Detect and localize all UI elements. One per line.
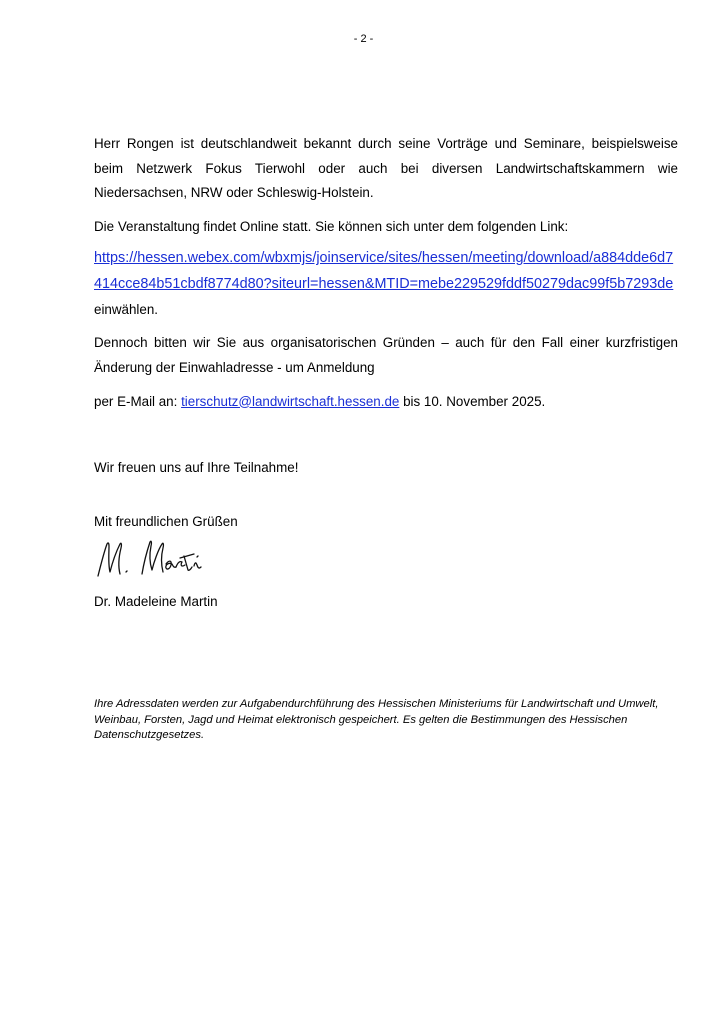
looking-forward-text: Wir freuen uns auf Ihre Teilnahme!: [94, 460, 299, 476]
email-suffix: bis 10. November 2025.: [399, 393, 546, 409]
webex-link[interactable]: https://hessen.webex.com/wbxmjs/joinservice/sites/hessen/meeting/download/a884dde6d7414cce84b51cbdf8774d80?siteurl=hessen&MTID=mebe229529fddf50279dac99f5b7293de: [94, 250, 674, 293]
link-paragraph: [94, 245, 678, 323]
page-number: - 2 -: [353, 33, 374, 45]
email-paragraph: [94, 390, 678, 415]
closing-text: Mit freundlichen Grüßen: [94, 513, 238, 529]
registration-paragraph: Dennoch bitten wir Sie aus organisatorischen Gründen – auch für den Fall einer kurzfristigen Änderung der Einwahladresse - um Anmeldung: [94, 335, 678, 375]
letter-body: [94, 132, 678, 534]
link-suffix: einwählen.: [94, 302, 159, 318]
signer-block: [94, 590, 678, 615]
intro-paragraph: Herr Rongen ist deutschlandweit bekannt durch seine Vorträge und Seminare, beispielsweise beim Netzwerk Fokus Tierwohl oder auch bei diversen Landwirtschaftskammern wie Niedersachsen, NRW oder Schleswig-Holstein.: [94, 136, 678, 201]
privacy-notice: Ihre Adressdaten werden zur Aufgabendurchführung des Hessischen Ministeriums für Landwirtschaft und Umwelt, Weinbau, Forsten, Jagd und Heimat elektronisch gespeichert. Es gelten die Bestimmungen des Hessischen Datenschutzgesetzes.: [94, 698, 659, 741]
handwritten-signature: [92, 534, 212, 584]
online-paragraph: Die Veranstaltung findet Online statt. Sie können sich unter dem folgenden Link:: [94, 218, 569, 234]
signer-name: Dr. Madeleine Martin: [94, 594, 218, 609]
email-prefix: per E-Mail an:: [94, 393, 182, 409]
email-link[interactable]: tierschutz@landwirtschaft.hessen.de: [181, 393, 400, 409]
